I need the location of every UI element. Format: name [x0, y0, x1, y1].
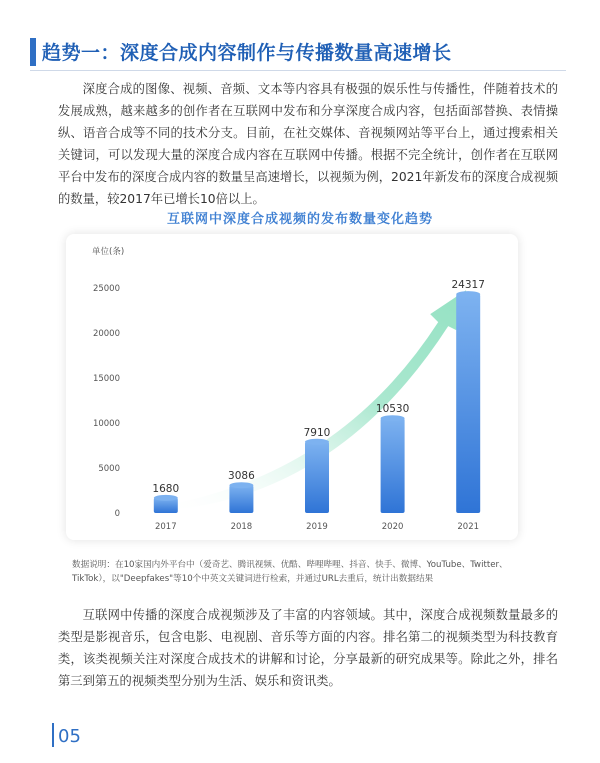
y-axis-label: 单位(条): [92, 247, 125, 257]
bar-2021: [456, 294, 480, 513]
title-divider: [30, 70, 566, 71]
x-tick-label: 2020: [381, 522, 404, 532]
chart-title: 互联网中深度合成视频的发布数量变化趋势: [166, 212, 433, 227]
y-tick-label: 0: [114, 509, 120, 519]
y-tick-label: 25000: [92, 284, 120, 294]
intro-paragraph: 深度合成的图像、视频、音频、文本等内容具有极强的娱乐性与传播性，伴随着技术的发展成熟，越来越多的创作者在互联网中发布和分享深度合成内容，包括面部替换、表情操纵、语音合成等不同的技术分支。目前，在社交媒体、音视频网站等平台上，通过搜索相关关键词，可以发现大量的深度合成内容在互联网中传播。根据不完全统计，创作者在互联网平台中发布的深度合成内容的数量呈高速增长，以视频为例，2021年新发布的深度合成视频的数量，较2017年已增长10倍以上。: [58, 82, 558, 206]
bar-2020: [381, 418, 405, 513]
data-label-2020: 10530: [375, 403, 410, 416]
y-tick-label: 10000: [92, 419, 120, 429]
page-title: 趋势一：深度合成内容制作与传播数量高速增长: [42, 42, 452, 64]
bar-chart: [66, 234, 518, 540]
data-label-2018: 3086: [228, 470, 255, 483]
title-accent-bar: [30, 38, 36, 66]
x-tick-label: 2017: [154, 522, 177, 532]
bar-2018: [229, 485, 253, 513]
content-paragraph: 互联网中传播的深度合成视频涉及了丰富的内容领域。其中，深度合成视频数量最多的类型是影视音乐，包含电影、电视剧、音乐等方面的内容。排名第二的视频类型为科技教育类，该类视频关注对深度合成技术的讲解和讨论，分享最新的研究成果等。除此之外，排名第三到第五的视频类型分别为生活、娱乐和资讯类。: [58, 608, 558, 688]
bar-cap-2021: [456, 291, 480, 297]
y-tick-label: 15000: [92, 374, 120, 384]
x-tick-label: 2018: [230, 522, 253, 532]
data-note: 数据说明：在10家国内外平台中（爱奇艺、腾讯视频、优酷、哔哩哔哩、抖音、快手、微博、YouTube、Twitter、TikTok），以"Deepfakes"等10个中英文关键词进行检索，并通过URL去重后，统计出数据结果: [72, 560, 508, 584]
bar-2019: [305, 442, 329, 513]
y-tick-label: 5000: [98, 464, 120, 474]
data-label-2017: 1680: [152, 482, 180, 495]
x-tick-label: 2019: [306, 522, 328, 532]
data-label-2021: 24317: [451, 279, 485, 292]
bar-cap-2020: [381, 415, 405, 421]
x-tick-label: 2021: [457, 522, 480, 532]
page-number: 05: [58, 726, 81, 747]
data-label-2019: 7910: [303, 426, 331, 439]
bar-cap-2017: [154, 495, 178, 501]
bar-cap-2019: [305, 439, 329, 445]
y-tick-label: 20000: [92, 329, 120, 339]
page-number-bar: [52, 723, 54, 747]
bar-cap-2018: [229, 482, 253, 488]
